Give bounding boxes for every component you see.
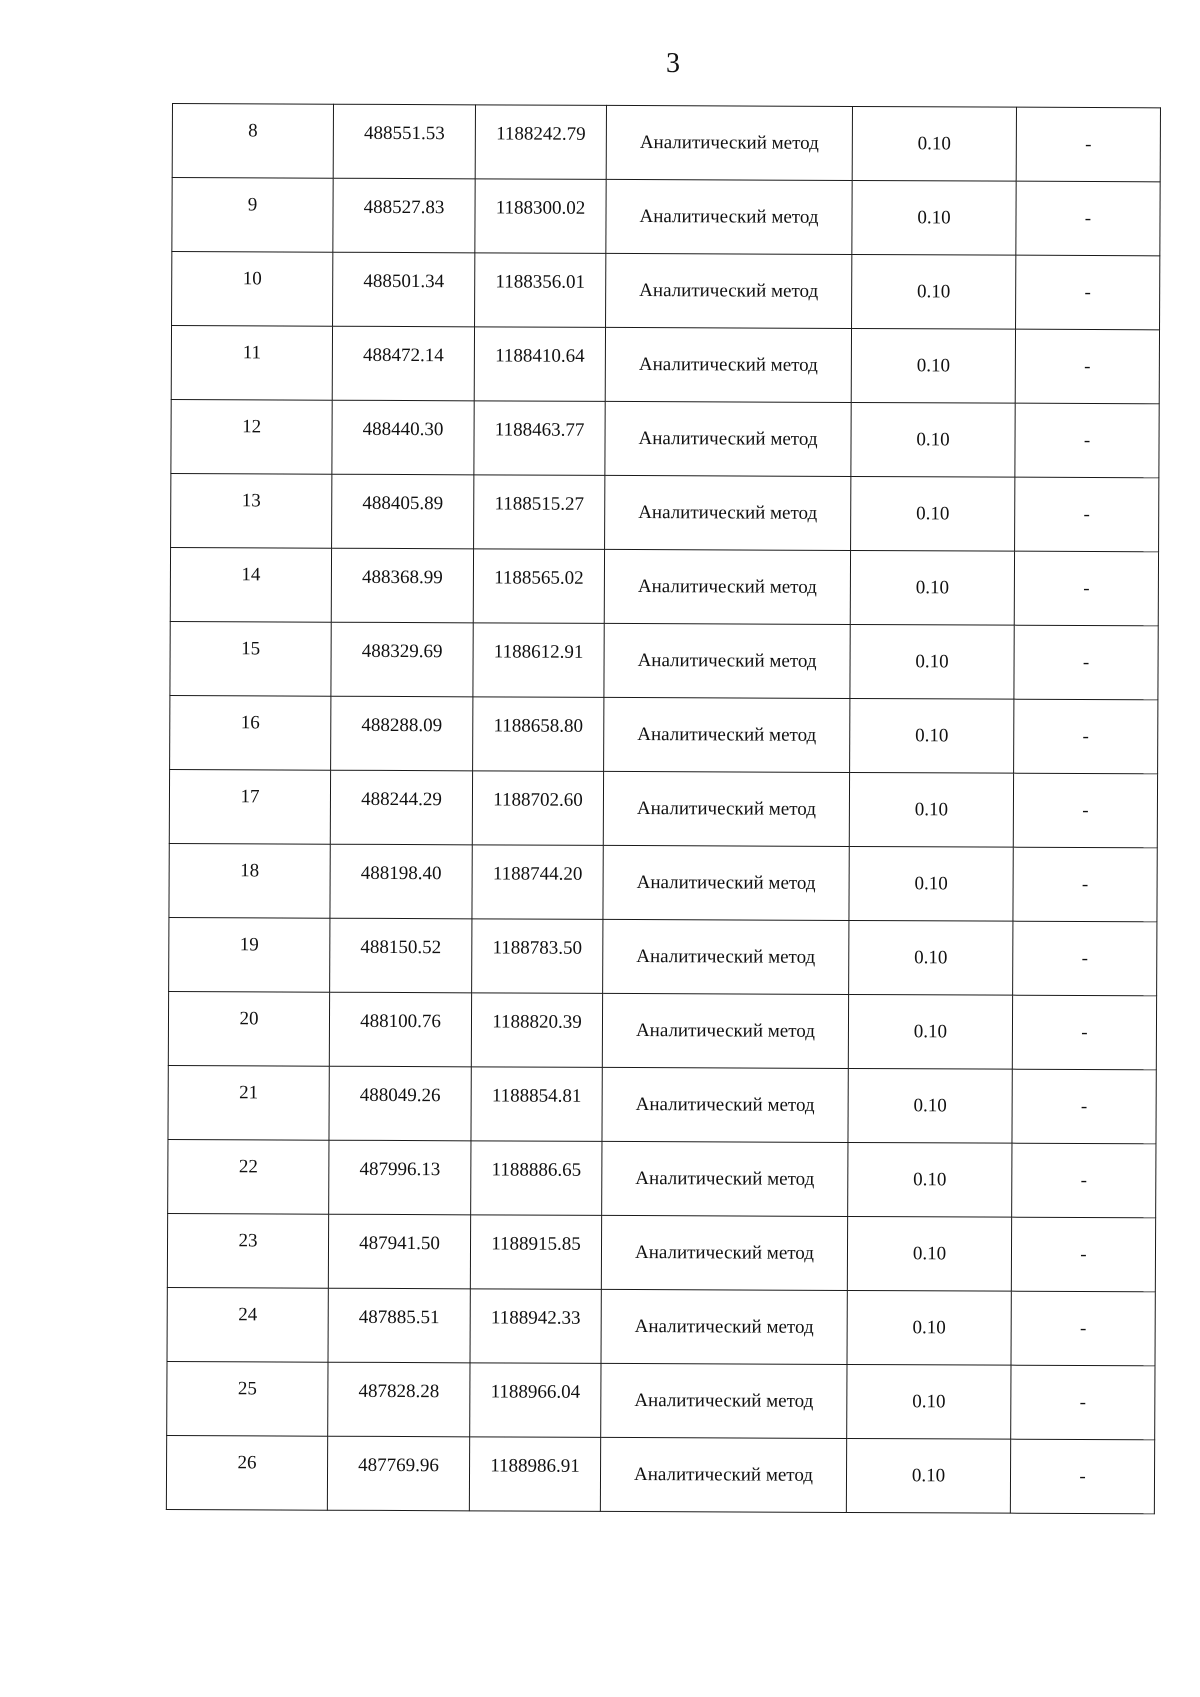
method-cell <box>601 1363 847 1438</box>
coordinate-y-text: 1188820.39 <box>492 1010 582 1033</box>
coordinate-x-text: 487769.96 <box>358 1454 439 1476</box>
note-cell <box>1015 477 1159 552</box>
method-cell <box>604 549 850 624</box>
note-text: - <box>1082 651 1090 673</box>
coordinate-x-cell <box>331 622 473 697</box>
coordinate-x-cell <box>328 1362 470 1437</box>
table-row <box>168 991 1156 1069</box>
method-text: Аналитический метод <box>635 1167 815 1190</box>
point-number-text: 25 <box>237 1377 257 1399</box>
point-number-text: 17 <box>240 785 260 807</box>
note-text: - <box>1080 1095 1088 1117</box>
method-text: Аналитический метод <box>636 797 816 820</box>
note-cell <box>1012 1069 1156 1144</box>
method-text: Аналитический метод <box>633 1463 814 1486</box>
coordinate-x-text: 488049.26 <box>359 1084 441 1106</box>
precision-text: 0.10 <box>912 1390 946 1412</box>
method-text: Аналитический метод <box>638 353 818 376</box>
coordinate-x-cell <box>327 1436 469 1511</box>
precision-cell <box>846 1438 1010 1513</box>
coordinate-y-cell <box>470 1215 601 1290</box>
point-number-cell <box>170 547 331 622</box>
point-number-text: 22 <box>238 1155 258 1177</box>
coordinate-y-cell <box>472 919 603 994</box>
precision-cell <box>851 402 1015 477</box>
note-text: - <box>1082 799 1089 821</box>
coordinate-y-cell <box>470 1289 601 1364</box>
coordinate-y-cell <box>475 179 606 254</box>
precision-cell <box>852 106 1016 181</box>
coordinate-x-cell <box>333 104 475 179</box>
method-cell <box>602 1141 848 1216</box>
note-text: - <box>1081 1021 1088 1043</box>
table-row <box>169 843 1157 921</box>
coordinate-x-text: 488329.69 <box>361 640 443 662</box>
coordinate-x-cell <box>329 992 471 1067</box>
note-text: - <box>1084 207 1092 229</box>
method-cell <box>601 1289 847 1364</box>
point-number-text: 8 <box>248 119 258 141</box>
coordinate-x-text: 487996.13 <box>359 1158 441 1180</box>
precision-cell <box>848 1068 1012 1143</box>
method-cell <box>604 623 850 698</box>
coordinate-y-cell <box>471 993 602 1068</box>
precision-text: 0.10 <box>917 280 951 302</box>
method-cell <box>601 1215 847 1290</box>
method-text: Аналитический метод <box>639 131 819 154</box>
note-cell <box>1013 847 1157 922</box>
precision-text: 0.10 <box>914 946 948 968</box>
precision-text: 0.10 <box>915 724 949 746</box>
note-text: - <box>1083 577 1090 599</box>
table-row <box>167 1361 1155 1439</box>
precision-cell <box>851 328 1015 403</box>
precision-text: 0.10 <box>916 428 950 450</box>
point-number-cell <box>166 1435 327 1510</box>
note-text: - <box>1083 429 1091 451</box>
coordinate-y-cell <box>471 1141 602 1216</box>
method-text: Аналитический метод <box>638 501 818 524</box>
table-row <box>167 1213 1155 1291</box>
precision-cell <box>848 1142 1012 1217</box>
point-number-cell <box>169 843 330 918</box>
coordinate-x-cell <box>331 696 473 771</box>
note-text: - <box>1085 133 1092 155</box>
table-row <box>170 547 1158 625</box>
coordinate-x-text: 487828.28 <box>358 1380 440 1402</box>
coordinate-y-text: 1188612.91 <box>493 640 584 663</box>
table-row <box>171 399 1159 477</box>
point-number-text: 16 <box>240 711 260 733</box>
coordinate-x-cell <box>328 1214 470 1289</box>
coordinate-x-text: 488100.76 <box>360 1010 441 1032</box>
point-number-cell <box>167 1361 328 1436</box>
point-number-text: 19 <box>239 933 259 955</box>
coordinate-y-cell <box>473 623 604 698</box>
point-number-cell <box>170 695 331 770</box>
coordinate-y-text: 1188886.65 <box>491 1158 582 1181</box>
coordinate-y-cell <box>472 771 603 846</box>
coordinate-y-text: 1188915.85 <box>491 1232 581 1255</box>
table-row <box>168 1065 1156 1143</box>
table-row <box>172 252 1160 330</box>
precision-cell <box>850 550 1014 625</box>
method-cell <box>606 179 852 254</box>
coordinate-y-text: 1188966.04 <box>490 1380 581 1403</box>
method-cell <box>603 771 849 846</box>
precision-text: 0.10 <box>917 206 951 228</box>
note-text: - <box>1079 1465 1086 1487</box>
coordinate-x-text: 488244.29 <box>361 788 442 810</box>
note-cell <box>1015 329 1159 404</box>
point-number-cell <box>168 1139 329 1214</box>
point-number-cell <box>168 991 329 1066</box>
coordinate-y-text: 1188300.02 <box>495 196 586 219</box>
note-text: - <box>1083 503 1090 525</box>
coordinate-x-text: 488472.14 <box>362 344 444 366</box>
coordinate-y-text: 1188515.27 <box>494 492 585 515</box>
point-number-cell <box>172 104 333 179</box>
coordinate-y-text: 1188356.01 <box>495 270 586 293</box>
precision-text: 0.10 <box>913 1168 947 1190</box>
method-cell <box>604 697 850 772</box>
coordinate-y-text: 1188702.60 <box>493 788 583 811</box>
method-text: Аналитический метод <box>634 1241 815 1264</box>
precision-cell <box>851 476 1015 551</box>
precision-text: 0.10 <box>914 872 948 894</box>
method-text: Аналитический метод <box>636 945 816 968</box>
method-cell <box>600 1437 846 1512</box>
point-number-text: 9 <box>247 193 258 215</box>
coordinate-x-text: 488501.34 <box>363 270 445 292</box>
coordinate-y-text: 1188658.80 <box>493 714 584 737</box>
precision-text: 0.10 <box>917 132 952 154</box>
coordinate-x-text: 488288.09 <box>361 714 443 736</box>
coordinate-y-cell <box>472 845 603 920</box>
coordinate-x-cell <box>333 178 475 253</box>
method-cell <box>603 919 849 994</box>
precision-cell <box>850 624 1014 699</box>
precision-cell <box>852 180 1016 255</box>
note-cell <box>1012 995 1156 1070</box>
method-text: Аналитический метод <box>637 723 817 746</box>
coordinate-y-cell <box>469 1437 600 1512</box>
point-number-cell <box>171 326 332 401</box>
coordinate-x-cell <box>333 252 475 327</box>
precision-cell <box>847 1216 1011 1291</box>
method-text: Аналитический метод <box>637 649 817 672</box>
method-cell <box>605 401 851 476</box>
coordinate-y-text: 1188942.33 <box>490 1306 581 1329</box>
note-text: - <box>1081 873 1089 895</box>
point-number-text: 14 <box>241 563 261 585</box>
note-cell <box>1012 1143 1156 1218</box>
coordinate-y-text: 1188463.77 <box>494 418 585 441</box>
point-number-cell <box>170 621 331 696</box>
precision-cell <box>849 846 1013 921</box>
table-row <box>167 1287 1155 1365</box>
method-text: Аналитический метод <box>637 575 817 598</box>
coordinate-x-cell <box>332 474 474 549</box>
note-text: - <box>1079 1391 1087 1413</box>
note-cell <box>1016 181 1160 256</box>
table-row <box>169 917 1157 995</box>
precision-cell <box>849 920 1013 995</box>
note-text: - <box>1079 1317 1087 1339</box>
precision-cell <box>847 1364 1011 1439</box>
table-row <box>169 769 1157 847</box>
precision-text: 0.10 <box>916 502 950 524</box>
coordinate-y-cell <box>474 475 605 550</box>
point-number-text: 20 <box>239 1007 259 1029</box>
point-number-cell <box>171 399 332 474</box>
method-cell <box>606 253 852 328</box>
point-number-text: 18 <box>240 859 260 881</box>
method-text: Аналитический метод <box>639 205 819 228</box>
method-cell <box>605 327 851 402</box>
note-cell <box>1014 625 1158 700</box>
coordinate-y-cell <box>475 253 606 328</box>
point-number-text: 15 <box>241 637 261 659</box>
precision-text: 0.10 <box>915 576 950 598</box>
coordinates-table <box>166 103 1161 1514</box>
note-text: - <box>1084 281 1091 303</box>
coordinate-x-cell <box>331 548 473 623</box>
point-number-cell <box>171 473 332 548</box>
coordinate-x-cell <box>328 1288 470 1363</box>
precision-text: 0.10 <box>916 354 951 376</box>
note-cell <box>1011 1365 1155 1440</box>
method-text: Аналитический метод <box>638 427 818 450</box>
coordinate-y-cell <box>473 697 604 772</box>
note-text: - <box>1084 355 1091 377</box>
point-number-text: 23 <box>238 1229 258 1251</box>
coordinate-x-cell <box>329 1066 471 1141</box>
method-cell <box>605 475 851 550</box>
coordinate-x-text: 488551.53 <box>363 122 445 144</box>
precision-cell <box>850 698 1014 773</box>
method-text: Аналитический метод <box>634 1315 814 1338</box>
coordinate-y-text: 1188854.81 <box>491 1084 582 1107</box>
precision-text: 0.10 <box>912 1316 946 1338</box>
coordinate-x-text: 487941.50 <box>359 1232 440 1254</box>
note-cell <box>1013 773 1157 848</box>
coordinates-table-body <box>166 104 1160 1514</box>
point-number-text: 11 <box>242 341 262 363</box>
point-number-text: 12 <box>242 415 262 437</box>
precision-cell <box>847 1290 1011 1365</box>
coordinate-x-text: 488440.30 <box>362 418 444 440</box>
note-cell <box>1014 551 1158 626</box>
note-cell <box>1016 107 1160 182</box>
note-text: - <box>1080 1169 1088 1191</box>
table-row <box>170 621 1158 699</box>
precision-text: 0.10 <box>913 1094 947 1116</box>
point-number-text: 13 <box>241 489 261 511</box>
point-number-cell <box>172 178 333 253</box>
coordinate-y-cell <box>470 1363 601 1438</box>
point-number-cell <box>169 769 330 844</box>
coordinate-x-text: 488150.52 <box>360 936 442 958</box>
note-cell <box>1013 921 1157 996</box>
point-number-text: 21 <box>239 1081 259 1103</box>
coordinate-x-cell <box>330 918 472 993</box>
coordinate-y-cell <box>473 549 604 624</box>
coordinate-x-cell <box>329 1140 471 1215</box>
coordinate-y-text: 1188783.50 <box>492 936 583 959</box>
note-cell <box>1015 403 1159 478</box>
table-row <box>166 1435 1154 1513</box>
precision-text: 0.10 <box>914 798 949 820</box>
coordinate-x-text: 488527.83 <box>363 196 445 218</box>
coordinates-table-container <box>166 103 1154 1514</box>
note-text: - <box>1080 1243 1087 1265</box>
coordinate-y-text: 1188986.91 <box>490 1454 580 1477</box>
point-number-cell <box>169 917 330 992</box>
precision-text: 0.10 <box>911 1464 946 1486</box>
table-row <box>168 1139 1156 1217</box>
table-row <box>172 178 1160 256</box>
coordinate-y-text: 1188410.64 <box>495 344 585 367</box>
note-cell <box>1014 699 1158 774</box>
table-row <box>172 104 1160 182</box>
coordinate-y-cell <box>474 327 605 402</box>
coordinate-x-text: 488405.89 <box>362 492 444 514</box>
precision-cell <box>848 994 1012 1069</box>
note-text: - <box>1081 947 1088 969</box>
method-text: Аналитический метод <box>634 1389 814 1412</box>
coordinate-x-text: 487885.51 <box>358 1306 440 1328</box>
coordinate-y-cell <box>475 105 606 180</box>
method-cell <box>602 1067 848 1142</box>
method-text: Аналитический метод <box>635 1019 815 1042</box>
table-row <box>171 473 1159 551</box>
precision-text: 0.10 <box>915 650 949 672</box>
method-text: Аналитический метод <box>639 279 819 302</box>
note-cell <box>1011 1291 1155 1366</box>
point-number-cell <box>167 1213 328 1288</box>
coordinate-x-text: 488198.40 <box>360 862 442 884</box>
point-number-cell <box>167 1287 328 1362</box>
coordinate-x-cell <box>330 770 472 845</box>
point-number-text: 10 <box>242 267 262 289</box>
point-number-text: 26 <box>237 1451 257 1473</box>
coordinate-y-cell <box>471 1067 602 1142</box>
coordinate-x-cell <box>332 326 474 401</box>
coordinate-x-cell <box>330 844 472 919</box>
page-number: 3 <box>666 48 680 79</box>
note-cell <box>1011 1217 1155 1292</box>
coordinate-y-text: 1188565.02 <box>494 566 584 589</box>
coordinate-y-text: 1188242.79 <box>496 122 586 145</box>
coordinate-y-cell <box>474 401 605 476</box>
method-cell <box>606 105 852 180</box>
coordinate-y-text: 1188744.20 <box>492 862 583 885</box>
method-cell <box>602 993 848 1068</box>
note-cell <box>1016 255 1160 330</box>
precision-cell <box>849 772 1013 847</box>
precision-text: 0.10 <box>912 1242 947 1264</box>
precision-text: 0.10 <box>913 1020 948 1042</box>
note-cell <box>1010 1439 1154 1514</box>
coordinate-x-text: 488368.99 <box>362 566 443 588</box>
table-row <box>171 326 1159 404</box>
point-number-cell <box>172 252 333 327</box>
table-row <box>170 695 1158 773</box>
point-number-text: 24 <box>238 1303 258 1325</box>
note-text: - <box>1082 725 1089 747</box>
point-number-cell <box>168 1065 329 1140</box>
precision-cell <box>852 254 1016 329</box>
coordinate-x-cell <box>332 400 474 475</box>
method-text: Аналитический метод <box>635 1093 815 1116</box>
method-cell <box>603 845 849 920</box>
method-text: Аналитический метод <box>636 871 816 894</box>
